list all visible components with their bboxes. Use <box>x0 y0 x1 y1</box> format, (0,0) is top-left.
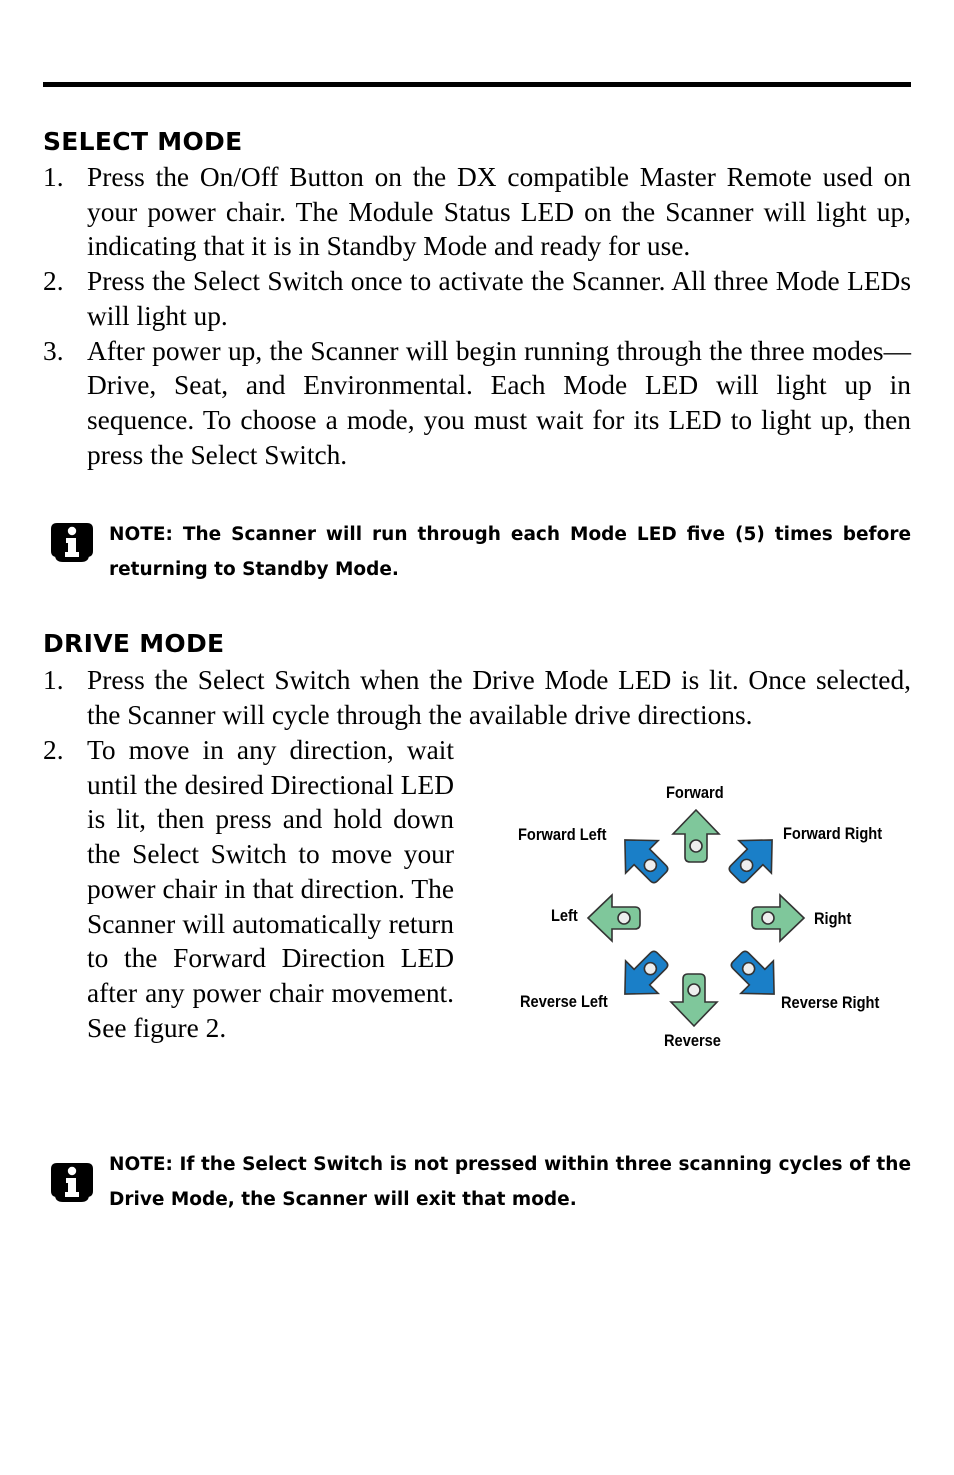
select-mode-steps <box>43 160 911 472</box>
arrow-right-icon <box>752 895 804 941</box>
note-exit <box>43 1148 911 1217</box>
arrow-forward-left-icon <box>609 824 678 893</box>
arrow-reverse-icon <box>671 974 717 1026</box>
select-mode-heading: SELECT MODE <box>43 127 243 156</box>
info-icon <box>49 518 95 564</box>
label-forward: Forward <box>666 783 724 802</box>
arrow-forward-icon <box>673 810 719 862</box>
arrow-forward-right-icon <box>719 824 788 893</box>
drive-directions-figure <box>505 780 905 1060</box>
label-forward-right: Forward Right <box>783 824 883 843</box>
list-item: 2. Press the Select Switch once to activate the Scanner. All three Mode LEDs will light up. <box>43 266 911 331</box>
drive-mode-heading: DRIVE MODE <box>43 629 225 658</box>
label-left: Left <box>551 906 578 925</box>
arrow-reverse-right-icon <box>721 941 790 1010</box>
label-reverse-right: Reverse Right <box>781 993 880 1012</box>
drive-mode-steps-2 <box>43 733 454 1045</box>
label-forward-left: Forward Left <box>518 825 607 844</box>
list-item: 1. Press the On/Off Button on the DX compatible Master Remote used on your power chair. The Module Status LED on the Scanner will light up, indicating that it is in Standby Mode and ready for use. <box>43 162 911 262</box>
note-standby <box>43 518 911 587</box>
top-rule <box>43 82 911 87</box>
label-reverse: Reverse <box>664 1031 721 1050</box>
label-right: Right <box>814 909 852 928</box>
label-reverse-left: Reverse Left <box>520 992 608 1011</box>
info-icon <box>49 1158 95 1204</box>
arrow-left-icon <box>588 895 640 941</box>
note-text: NOTE: The Scanner will run through each Mode LED five (5) times before returning to Standby Mode. <box>109 524 911 580</box>
list-item: 1. Press the Select Switch when the Drive Mode LED is lit. Once selected, the Scanner will cycle through the available drive directions. <box>43 665 911 730</box>
arrow-reverse-left-icon <box>609 941 678 1010</box>
list-item: 3. After power up, the Scanner will begin running through the three modes—Drive, Seat, and Environmental. Each Mode LED will light up in sequence. To choose a mode, you must wait for its LED to light up, then press the Select Switch. <box>43 335 911 470</box>
note-text: NOTE: If the Select Switch is not pressed within three scanning cycles of the Drive Mode, the Scanner will exit that mode. <box>109 1154 911 1210</box>
drive-mode-steps-1 <box>43 663 911 732</box>
list-item: 2. To move in any direction, wait until the desired Directional LED is lit, then press and hold down the Select Switch to move your power chair in that direction. The Scanner will automatically return to the Forward Direction LED after any power chair movement. See figure 2. <box>43 735 454 1043</box>
